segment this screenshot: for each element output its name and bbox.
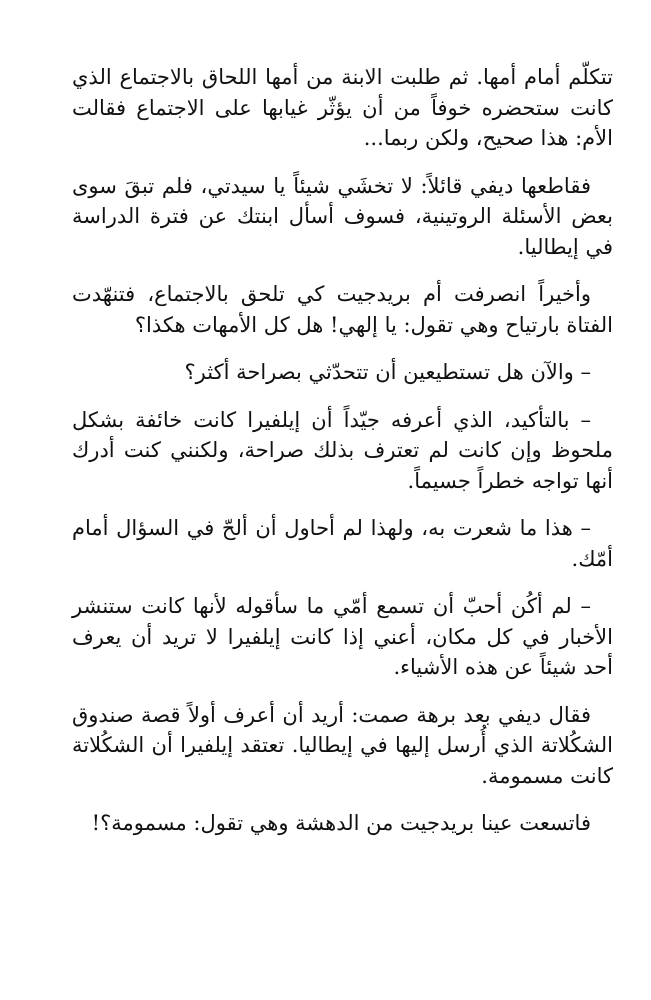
paragraph-7-dialogue: – لم أكُن أحبّ أن تسمع أمّي ما سأقوله لأنها كانت ستنشر الأخبار في كل مكان، أعني إذا كانت إيلفيرا لا تريد أن يعرف أحد شيئاً عن هذه الأشياء. xyxy=(72,594,613,679)
paragraph-6-dialogue: – هذا ما شعرت به، ولهذا لم أحاول أن ألحّ في السؤال أمام أمّك. xyxy=(72,516,613,571)
paragraph-5-dialogue: – بالتأكيد، الذي أعرفه جيّداً أن إيلفيرا كانت خائفة بشكل ملحوظ وإن كانت لم تعترف بذلك صراحة، ولكنني كنت أدرك أنها تواجه خطراً جسيماً. xyxy=(72,407,613,493)
paragraph-1: تتكلّم أمام أمها. ثم طلبت الابنة من أمها اللحاق بالاجتماع الذي كانت ستحضره خوفاً من أن يؤثّر غيابها على الاجتماع فقالت الأم: هذا صحيح، ولكن ربما... xyxy=(72,65,613,150)
paragraph-4-dialogue: – والآن هل تستطيعين أن تتحدّثي بصراحة أكثر؟ xyxy=(184,360,591,384)
paragraph-8: فقال ديفي بعد برهة صمت: أريد أن أعرف أولاً قصة صندوق الشكُلاتة الذي أُرسل إليها في إيطاليا. تعتقد إيلفيرا أن الشكُلاتة كانت مسمومة. xyxy=(72,702,614,788)
book-page xyxy=(72,62,613,856)
paragraph-2: فقاطعها ديفي قائلاً: لا تخشَي شيئاً يا سيدتي، فلم تبقَ سوى بعض الأسئلة الروتينية، فسوف أسأل ابنتك عن فترة الدراسة في إيطاليا. xyxy=(72,173,613,259)
paragraph-9: فاتسعت عينا بريدجيت من الدهشة وهي تقول: مسمومة؟! xyxy=(91,811,591,835)
paragraph-3: وأخيراً انصرفت أم بريدجيت كي تلحق بالاجتماع، فتنهّدت الفتاة بارتياح وهي تقول: يا إلهي! هل كل الأمهات هكذا؟ xyxy=(72,282,613,337)
